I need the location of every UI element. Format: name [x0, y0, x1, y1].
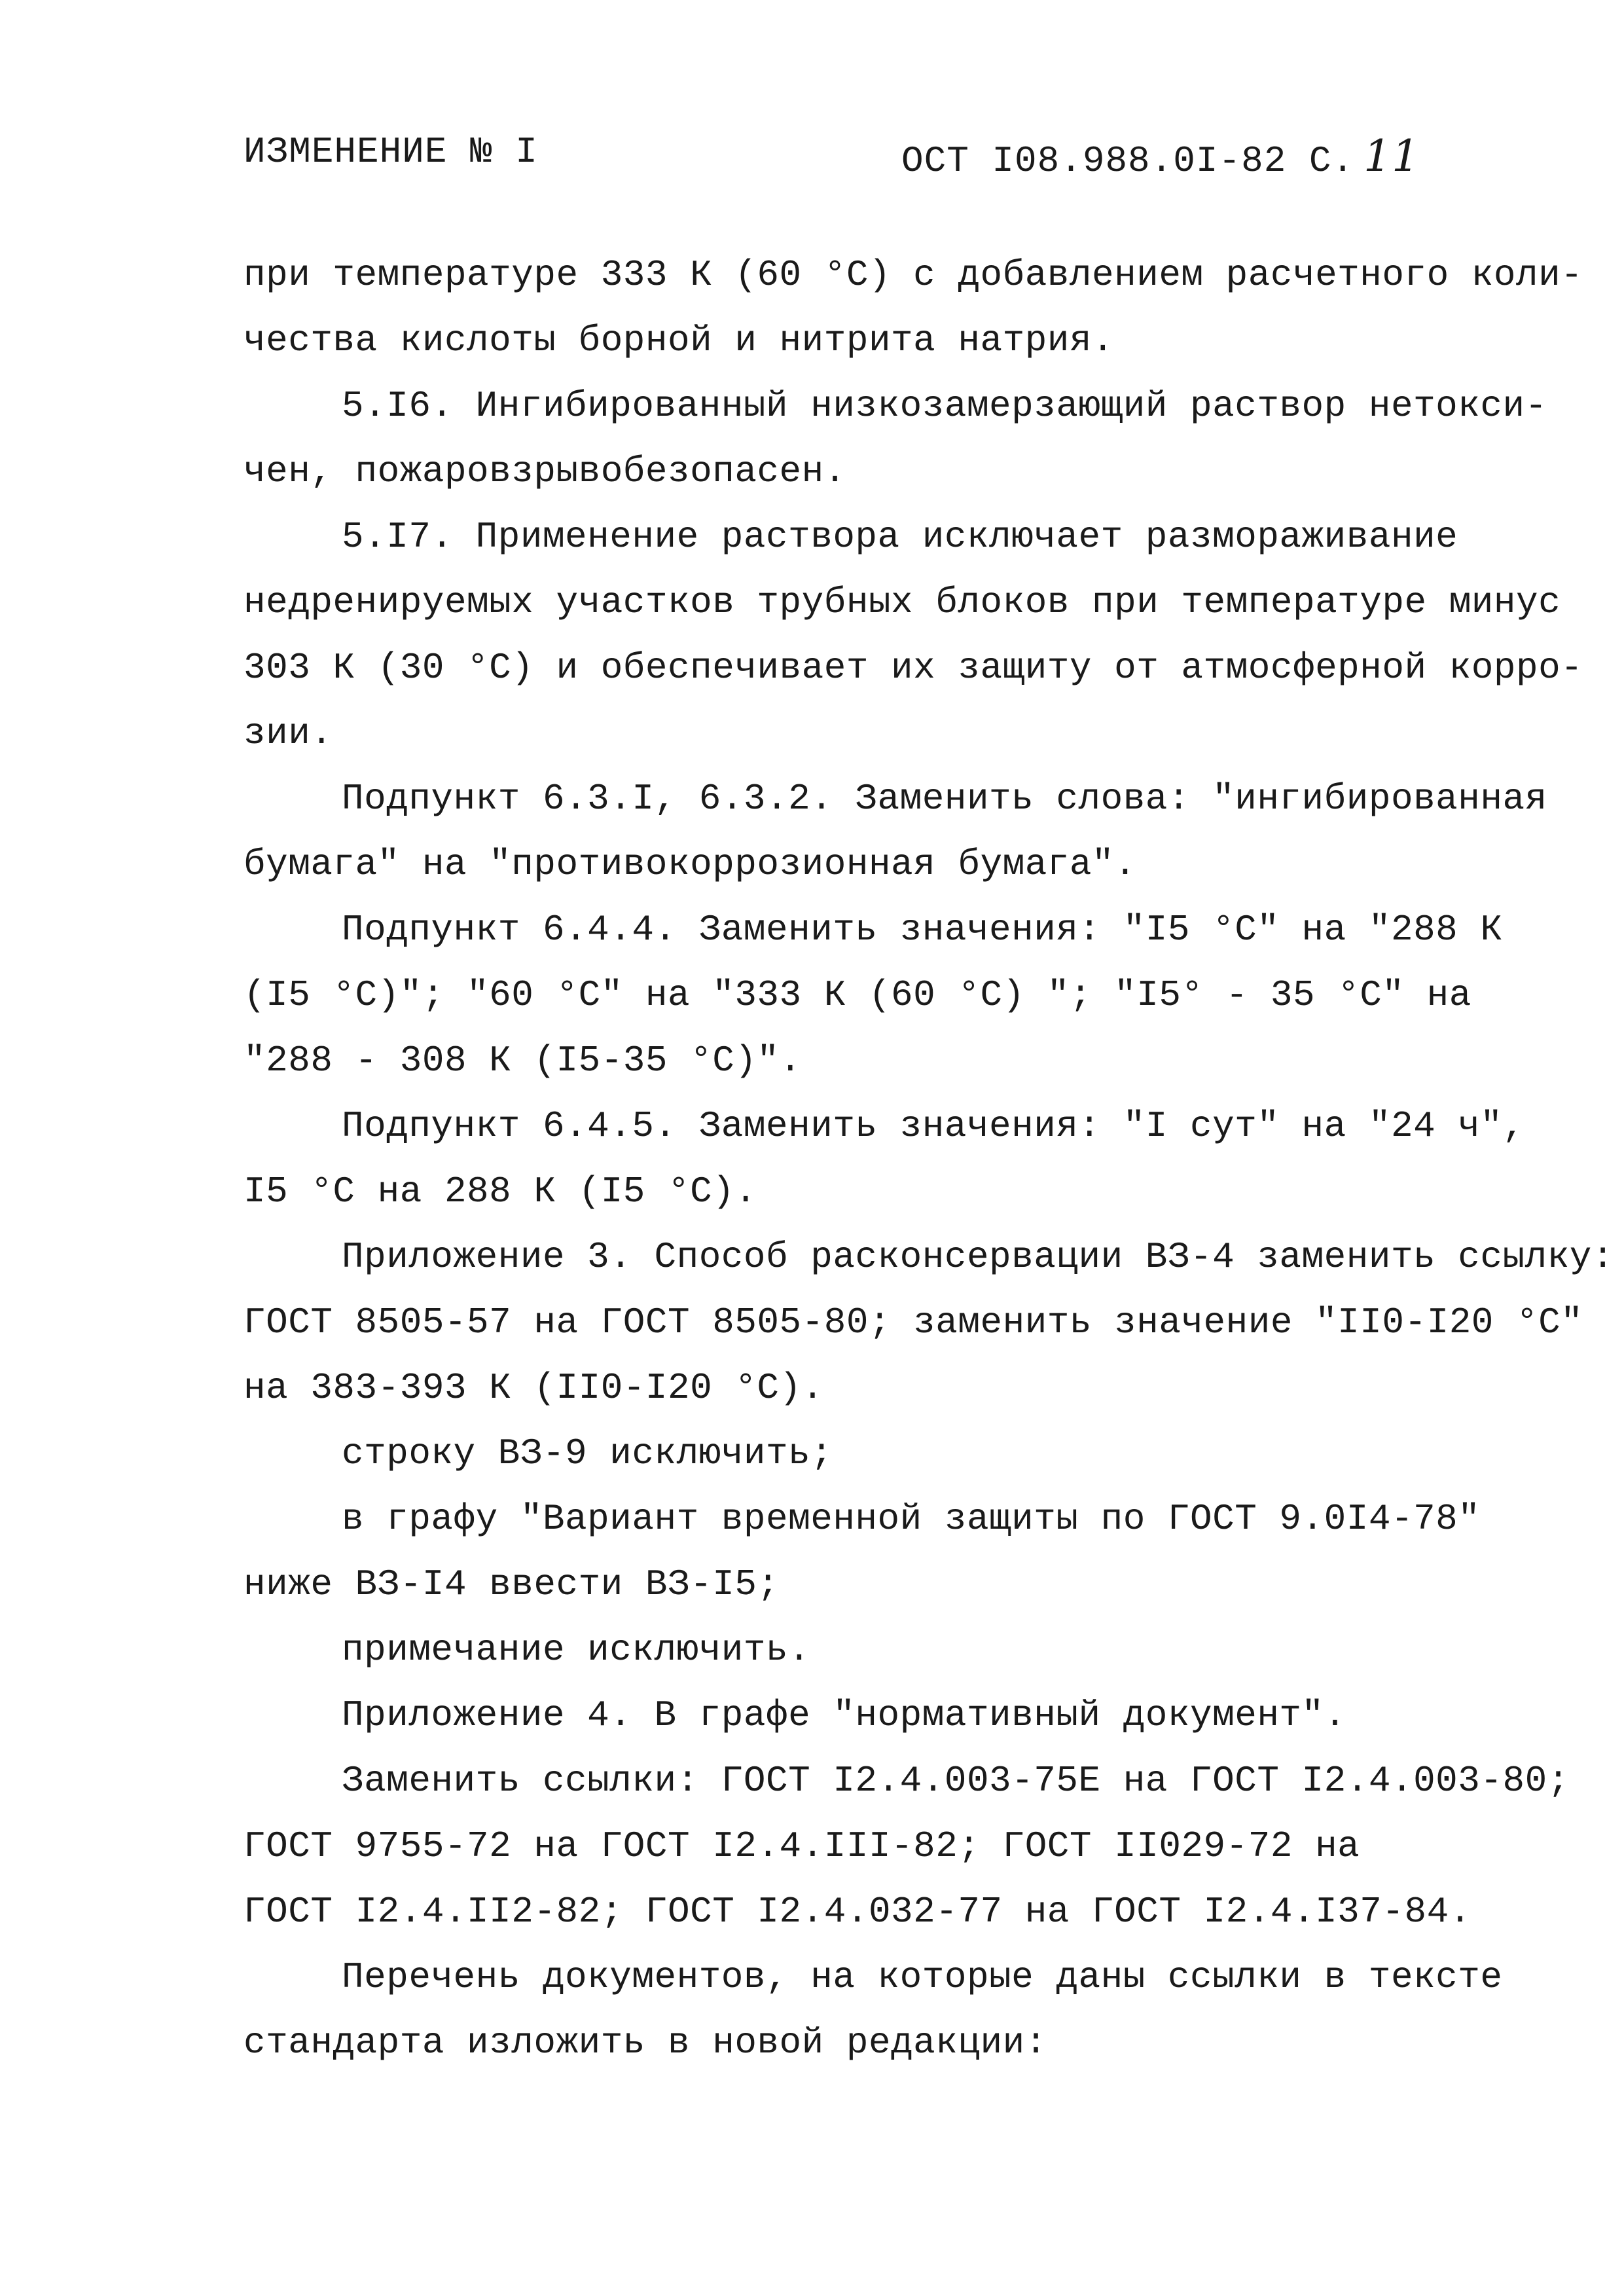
- text-line: бумага" на "противокоррозионная бумага".: [244, 843, 1137, 885]
- text-line: стандарта изложить в новой редакции:: [244, 2022, 1047, 2064]
- text-line: недренируемых участков трубных блоков при температуре минус: [244, 581, 1561, 623]
- text-line: 5.I7. Применение раствора исключает размораживание: [342, 516, 1458, 558]
- text-line: ниже ВЗ-I4 ввести ВЗ-I5;: [244, 1563, 780, 1605]
- text-line: 5.I6. Ингибированный низкозамерзающий раствор нетокси-: [342, 385, 1547, 427]
- text-line: Приложение 3. Способ расконсервации ВЗ-4 заменить ссылку:: [342, 1236, 1615, 1278]
- text-line: Подпункт 6.4.4. Заменить значения: "I5 °С" на "288 К: [342, 909, 1503, 951]
- text-line: ГОСТ I2.4.II2-82; ГОСТ I2.4.032-77 на ГОСТ I2.4.I37-84.: [244, 1891, 1471, 1933]
- text-line: (I5 °С)"; "60 °С" на "333 К (60 °С) "; "I5° - 35 °С" на: [244, 974, 1471, 1016]
- text-line: Подпункт 6.3.I, 6.3.2. Заменить слова: "ингибированная: [342, 778, 1547, 820]
- text-line: при температуре 333 К (60 °С) с добавлением расчетного коли-: [244, 254, 1583, 296]
- text-line: Заменить ссылки: ГОСТ I2.4.003-75Е на ГОСТ I2.4.003-80;: [342, 1760, 1570, 1802]
- text-line: Подпункт 6.4.5. Заменить значения: "I сут" на "24 ч",: [342, 1105, 1525, 1147]
- text-line: "288 - 308 К (I5-35 °С)".: [244, 1040, 802, 1082]
- text-line: Приложение 4. В графе "нормативный документ".: [342, 1694, 1346, 1736]
- text-line: чен, пожаровзрывобезопасен.: [244, 450, 846, 492]
- text-line: Перечень документов, на которые даны ссылки в тексте: [342, 1956, 1503, 1998]
- amendment-label: ИЗМЕНЕНИЕ № I: [244, 131, 538, 173]
- text-line: строку ВЗ-9 исключить;: [342, 1432, 833, 1474]
- text-line: примечание исключить.: [342, 1629, 811, 1671]
- page-number: 11: [1363, 131, 1420, 181]
- text-line: ГОСТ 8505-57 на ГОСТ 8505-80; заменить значение "II0-I20 °С": [244, 1302, 1583, 1343]
- text-line: на 383-393 К (II0-I20 °С).: [244, 1367, 824, 1409]
- text-line: зии.: [244, 712, 333, 754]
- standard-reference: [901, 131, 1420, 182]
- text-line: чества кислоты борной и нитрита натрия.: [244, 319, 1115, 361]
- text-line: I5 °С на 288 К (I5 °С).: [244, 1171, 757, 1212]
- text-line: в графу "Вариант временной защиты по ГОСТ 9.0I4-78": [342, 1498, 1481, 1540]
- text-line: 303 К (30 °С) и обеспечивает их защиту от атмосферной корро-: [244, 647, 1583, 689]
- document-body: [244, 242, 1615, 2075]
- page-header: [244, 131, 1420, 190]
- standard-code: ОСТ I08.988.0I-82 С.: [901, 140, 1355, 182]
- text-line: ГОСТ 9755-72 на ГОСТ I2.4.III-82; ГОСТ II029-72 на: [244, 1825, 1360, 1867]
